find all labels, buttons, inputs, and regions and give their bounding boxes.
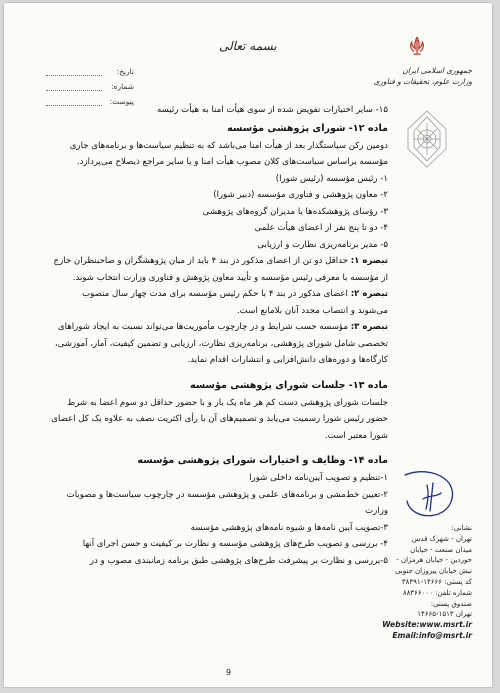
article-13-text: جلسات شورای پژوهشی دست کم هر ماه یک بار و با حضور حداقل دو سوم اعضا به شرط حضور رئیس شورا رسمیت می‌یابد و تصمیم‌های آن با رأی اکثریت نصف به علاوه یک کل اعضای شورا معتبر است.: [51, 397, 388, 441]
note-3-text: مؤسسه حسب شرایط و در چارچوب مأموریت‌ها می‌تواند نسبت به ایجاد شوراهای تخصصی شامل شورای پژوهشی، برنامه‌ریزی نظارت، ارزیابی و تضمین کیفیت، آمار، آموزشی، کارگاه‌ها و دوره‌های دانش‌افزایی و انتشارات اقدام نماید.: [54, 322, 388, 365]
article-14-item: ۲-تعیین خط‌مشی و برنامه‌های علمی و پژوهشی مؤسسه در چارچوب سیاست‌ها و مصوبات وزارت: [66, 489, 388, 516]
article-14-item: ۵-بررسی و نظارت بر پیشرفت طرح‌های پژوهشی طبق برنامه زمانبندی مصوب و در: [89, 555, 388, 566]
contact-info: [372, 523, 472, 642]
contact-line: صندوق پستی:: [430, 599, 472, 608]
note-1: [50, 253, 388, 286]
page-number: 9: [226, 668, 232, 677]
note-2-text: اعضای مذکور در بند ۴ با حکم رئیس مؤسسه برای مدت چهار سال منصوب می‌شوند و انتصاب مجدد آنان بلامانع است.: [82, 289, 388, 316]
letter-page: [4, 3, 492, 687]
article-12-item: ۳- رؤسای پژوهشکده‌ها یا مدیران گروه‌های پژوهشی: [202, 206, 388, 217]
document-body: [50, 102, 388, 569]
article-13-heading: ماده ۱۳- جلسات شورای پژوهشی مؤسسه: [189, 379, 388, 391]
contact-line: شماره تلفن: ۸۸۳۶۶۰۰۰: [402, 588, 472, 597]
contact-line: نبش خیابان پیروزان جنوبی: [394, 567, 472, 576]
contact-line: خوردین - خیابان هرمزان -: [396, 556, 472, 565]
article-12-item: ۵- مدیر برنامه‌ریزی نظارت و ارزیابی: [257, 239, 388, 250]
note-3-label: تبصره ۳:: [350, 322, 388, 332]
note-1-label: تبصره ۱:: [350, 256, 388, 266]
article-14-item: ۱-تنظیم و تصویب آیین‌نامه داخلی شورا: [249, 473, 388, 483]
email-link[interactable]: Email:info@msrt.ir: [392, 630, 472, 640]
contact-line: نشانی:: [451, 524, 472, 532]
contact-line: میدان صنعت - خیابان: [410, 545, 472, 554]
note-2-label: تبصره ۲:: [350, 289, 388, 299]
article-12-item: ۴- دو تا پنج نفر از اعضای هیأت علمی: [254, 223, 388, 233]
article-14-item: ۳-تصویب آیین نامه‌ها و شیوه نامه‌های پژوهشی مؤسسه: [190, 522, 388, 533]
item-15: ۱۵- سایر اختیارات تفویض شده از سوی هیأت امنا به هیأت رئیسه: [157, 105, 388, 115]
note-1-text: حداقل دو تن از اعضای مذکور در بند ۴ باید از میان پژوهشگران و صاحبنظران خارج از مؤسسه با معرفی رئیس مؤسسه و تأیید معاون پژوهش و فناوری وزارت انتخاب شوند.: [53, 256, 388, 283]
article-12-item: ۲- معاون پژوهشی و فناوری مؤسسه (دبیر شورا): [213, 190, 388, 200]
number-field: شماره:: [46, 82, 134, 97]
article-14-item: ۴- بررسی و تصویب طرح‌های پژوهشی مؤسسه و نظارت بر کیفیت و حسن اجرای آنها: [82, 539, 388, 549]
note-3: [50, 319, 388, 369]
article-12-text: دومین رکن سیاستگذار بعد از هیأت امنا می‌باشد که به تنظیم سیاست‌ها و برنامه‌های جاری مؤسسه براساس سیاست‌های کلان مصوب هیأت امنا و یا سایر مراجع ذیصلاح می‌پردازد.: [69, 140, 388, 167]
article-14-heading: ماده ۱۴- وظایف و اختیارات شورای پژوهشی مؤسسه: [137, 455, 388, 466]
contact-line: تهران - شهرک قدس: [411, 534, 472, 543]
attachment-field: پیوست:: [46, 97, 134, 112]
article-12-heading: ماده ۱۲- شورای پژوهشی مؤسسه: [227, 122, 388, 134]
signature-icon: [399, 465, 459, 521]
contact-line: کد پستی: ۱۴۶۶۶-۳۸۴۹۱: [401, 577, 472, 586]
date-field: تاریخ:: [46, 67, 134, 82]
contact-line: تهران ۱۵۱۳-۱۴۶۶۵: [417, 610, 472, 619]
ministry-name: جمهوری اسلامی ایران وزارت علوم، تحقیقات و فناوری: [373, 66, 472, 86]
ornament-icon: [404, 109, 450, 169]
website-link[interactable]: Website:www.msrt.ir: [382, 620, 472, 630]
note-2: [50, 286, 388, 319]
iran-emblem-icon: [408, 35, 426, 57]
basmala-heading: بسمه تعالی: [219, 39, 277, 53]
article-12-item: ۱- رئیس مؤسسه (رئیس شورا): [275, 173, 388, 184]
